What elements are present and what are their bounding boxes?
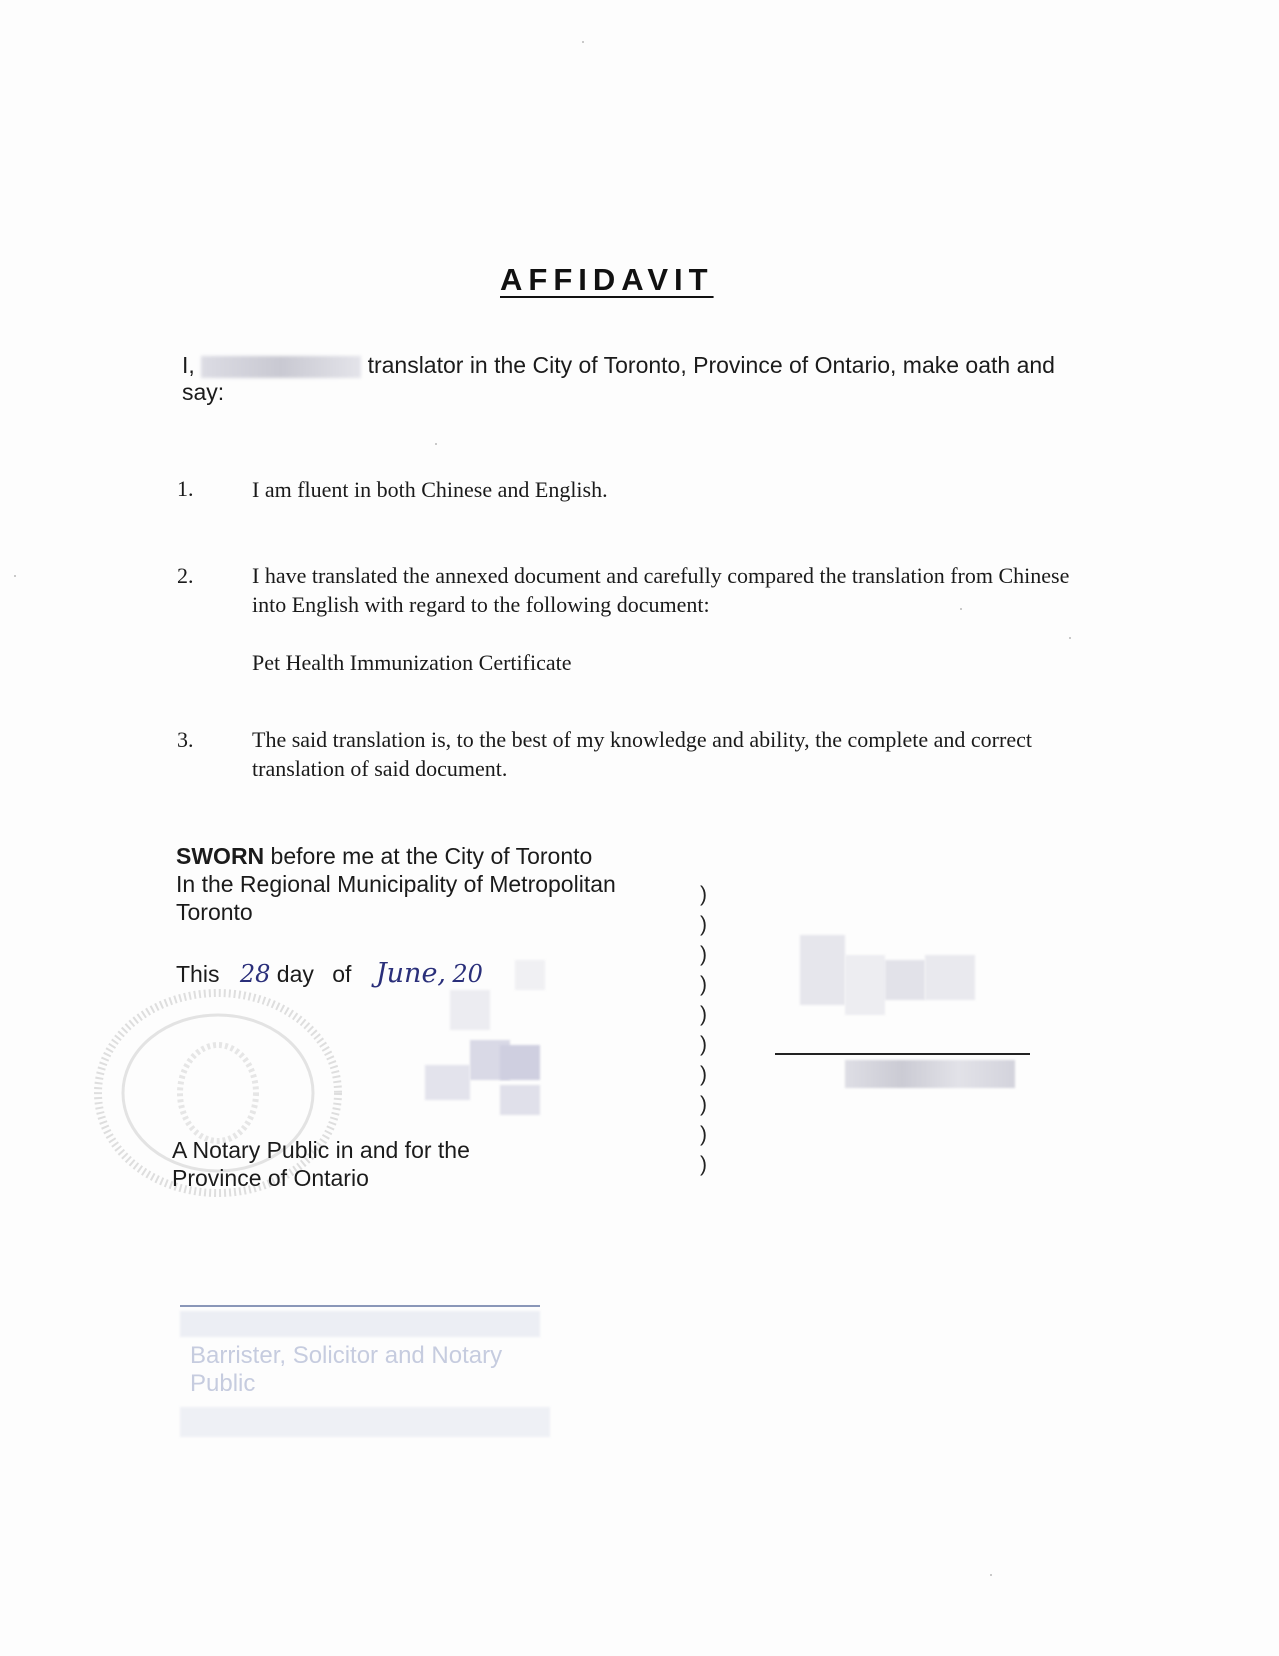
intro-text: translator in the City of Toronto, Province of Ontario, make oath and say: — [182, 352, 1055, 405]
parenthesis: ) — [700, 1063, 707, 1086]
parenthesis: ) — [700, 1153, 707, 1176]
redacted-translator-signature — [885, 960, 925, 1000]
signature-line — [775, 1053, 1030, 1055]
redacted-stamp-address — [180, 1407, 550, 1437]
stamp-line — [180, 1305, 540, 1307]
scan-speck — [990, 1574, 992, 1576]
parenthesis: ) — [700, 1003, 707, 1026]
redacted-translator-name — [845, 1060, 1015, 1088]
notary-block — [172, 1136, 572, 1192]
parenthesis: ) — [700, 883, 707, 906]
sworn-line-1 — [176, 842, 696, 870]
scan-speck — [14, 575, 16, 577]
redacted-signature-block — [450, 990, 490, 1030]
paragraph-text: I have translated the annexed document and carefully compared the translation from Chinese into English with regard to the following document: — [252, 563, 1070, 617]
handwritten-month: June, — [375, 958, 447, 989]
document-name: Pet Health Immunization Certificate — [252, 650, 572, 675]
this-word: This — [176, 961, 220, 987]
of-word: of — [332, 961, 352, 987]
paragraph-number: 3. — [177, 727, 194, 752]
redacted-translator-signature — [845, 955, 885, 1015]
handwritten-year: 20 — [452, 960, 483, 988]
parenthesis: ) — [700, 1033, 707, 1056]
parenthesis: ) — [700, 943, 707, 966]
intro-prefix: I, — [182, 352, 195, 378]
redacted-signature-block — [500, 1085, 540, 1115]
parenthesis: ) — [700, 913, 707, 936]
parenthesis: ) — [700, 1093, 707, 1116]
sworn-line-3: Toronto — [176, 899, 253, 925]
handwritten-day: 28 — [239, 960, 271, 988]
paragraph-text: The said translation is, to the best of my knowledge and ability, the complete and correct translation of said document. — [252, 727, 1032, 781]
redacted-name — [201, 356, 361, 378]
notary-line-2: Province of Ontario — [172, 1165, 369, 1191]
redacted-translator-signature — [800, 935, 845, 1005]
scan-speck — [1069, 637, 1071, 639]
scan-speck — [435, 443, 437, 445]
parenthesis-column — [700, 880, 707, 1180]
parenthesis: ) — [700, 973, 707, 996]
paragraph-number: 1. — [177, 476, 194, 501]
redacted-signature-block — [500, 1045, 540, 1080]
scan-speck — [582, 41, 584, 43]
redacted-signature-block — [515, 960, 545, 990]
sworn-bold: SWORN — [176, 843, 265, 869]
redacted-signature-block — [425, 1065, 470, 1100]
stamp-title: Barrister, Solicitor and Notary Public — [190, 1342, 503, 1397]
day-word: day — [276, 961, 314, 987]
paragraph-text: I am fluent in both Chinese and English. — [252, 477, 608, 502]
redacted-stamp-name — [180, 1311, 540, 1337]
notary-stamp — [180, 1297, 550, 1447]
parenthesis: ) — [700, 1123, 707, 1146]
paragraph-number: 2. — [177, 563, 194, 588]
intro-paragraph — [182, 352, 1082, 406]
notary-line-1: A Notary Public in and for the — [172, 1137, 470, 1163]
sworn-rest: before me at the City of Toronto — [264, 843, 593, 869]
sworn-block — [176, 842, 696, 926]
redacted-translator-signature — [925, 955, 975, 1000]
sworn-line-2: In the Regional Municipality of Metropolitan — [176, 871, 616, 897]
document-title: AFFIDAVIT — [500, 262, 714, 297]
